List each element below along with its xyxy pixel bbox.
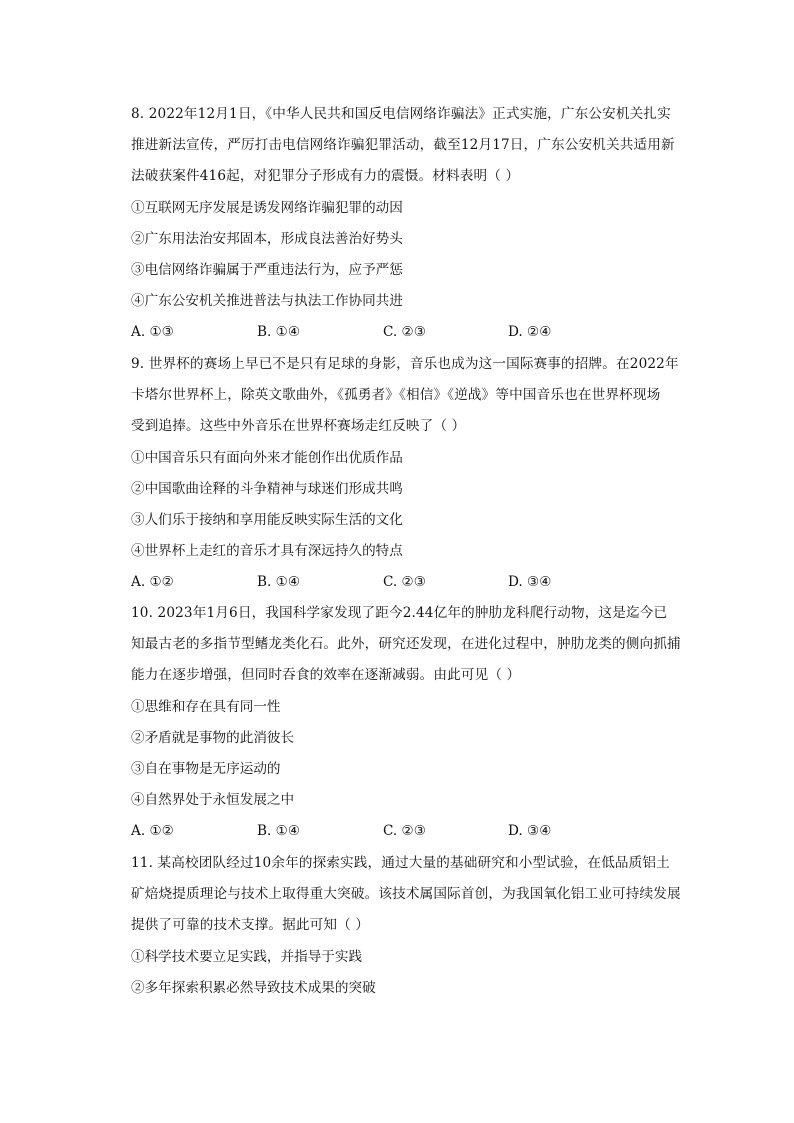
question-stem xyxy=(131,848,701,942)
option-line: ③自在事物是无序运动的 xyxy=(131,760,281,777)
question-9 xyxy=(131,349,701,599)
choice-b: B. ①④ xyxy=(257,574,301,591)
choice-b: B. ①④ xyxy=(257,823,301,840)
option-line: ③电信网络诈骗属于严重违法行为，应予严惩 xyxy=(131,261,403,278)
question-stem xyxy=(131,99,701,193)
stem-line: 受到追捧。这些中外音乐在世界杯赛场走红反映了（ ） xyxy=(131,418,466,435)
stem-line: 知最古老的多指节型鳍龙类化石。此外，研究还发现，在进化过程中，肿肋龙类的侧向抓捕 xyxy=(131,636,681,653)
option-line: ④世界杯上走红的音乐才具有深远持久的特点 xyxy=(131,543,403,560)
option-line: ④广东公安机关推进普法与执法工作协同共进 xyxy=(131,293,403,310)
choice-c: C. ②③ xyxy=(383,574,426,591)
option-line: ③人们乐于接纳和享用能反映实际生活的文化 xyxy=(131,511,403,528)
stem-line: 8. 2022年12月1日，《中华人民共和国反电信网络诈骗法》正式实施，广东公安机关扎实 xyxy=(131,106,671,122)
stem-line: 卡塔尔世界杯上，除英文歌曲外，《孤勇者》《相信》《逆战》等中国音乐也在世界杯现场 xyxy=(131,387,661,404)
question-8 xyxy=(131,99,701,349)
stem-line: 11. 某高校团队经过10余年的探索实践，通过大量的基础研究和小型试验，在低品质铝土 xyxy=(131,855,670,871)
choice-d: D. ②④ xyxy=(508,324,552,341)
option-line: ②多年探索积累必然导致技术成果的突破 xyxy=(131,979,376,996)
option-line: ①思维和存在具有同一性 xyxy=(131,698,281,715)
option-line: ②广东用法治安邦固本，形成良法善治好势头 xyxy=(131,230,403,247)
stem-line: 推进新法宣传，严厉打击电信网络诈骗犯罪活动，截至12月17日，广东公安机关共适用新 xyxy=(131,137,675,154)
question-stem xyxy=(131,349,701,443)
answer-choices xyxy=(131,816,701,847)
option-line: ①中国音乐只有面向外来才能创作出优质作品 xyxy=(131,449,403,466)
choice-d: D. ③④ xyxy=(508,574,552,591)
option-line: ④自然界处于永恒发展之中 xyxy=(131,792,295,809)
question-stem xyxy=(131,598,701,692)
stem-line: 法破获案件416起，对犯罪分子形成有力的震慑。材料表明（ ） xyxy=(131,168,520,185)
stem-line: 提供了可靠的技术支撑。据此可知（ ） xyxy=(131,917,370,934)
question-11 xyxy=(131,848,701,1004)
option-line: ①科学技术要立足实践，并指导于实践 xyxy=(131,948,363,965)
choice-c: C. ②③ xyxy=(383,823,426,840)
choice-c: C. ②③ xyxy=(383,324,426,341)
stem-line: 10. 2023年1月6日，我国科学家发现了距今2.44亿年的肿肋龙科爬行动物，这是迄今已 xyxy=(131,605,668,621)
question-10 xyxy=(131,598,701,848)
choice-a: A. ①② xyxy=(131,574,174,591)
choice-a: A. ①③ xyxy=(131,324,174,341)
stem-line: 9. 世界杯的赛场上早已不是只有足球的身影，音乐也成为这一国际赛事的招牌。在2022年 xyxy=(131,356,679,372)
choice-b: B. ①④ xyxy=(257,324,301,341)
choice-a: A. ①② xyxy=(131,823,174,840)
option-line: ①互联网无序发展是诱发网络诈骗犯罪的动因 xyxy=(131,199,403,216)
choice-d: D. ③④ xyxy=(508,823,552,840)
option-line: ②矛盾就是事物的此消彼长 xyxy=(131,729,295,746)
option-line: ②中国歌曲诠释的斗争精神与球迷们形成共鸣 xyxy=(131,480,403,497)
answer-choices xyxy=(131,317,701,348)
answer-choices xyxy=(131,567,701,598)
stem-line: 能力在逐步增强，但同时吞食的效率在逐渐减弱。由此可见（ ） xyxy=(131,667,521,684)
stem-line: 矿焙烧提质理论与技术上取得重大突破。该技术属国际首创，为我国氧化铝工业可持续发展 xyxy=(131,886,681,903)
